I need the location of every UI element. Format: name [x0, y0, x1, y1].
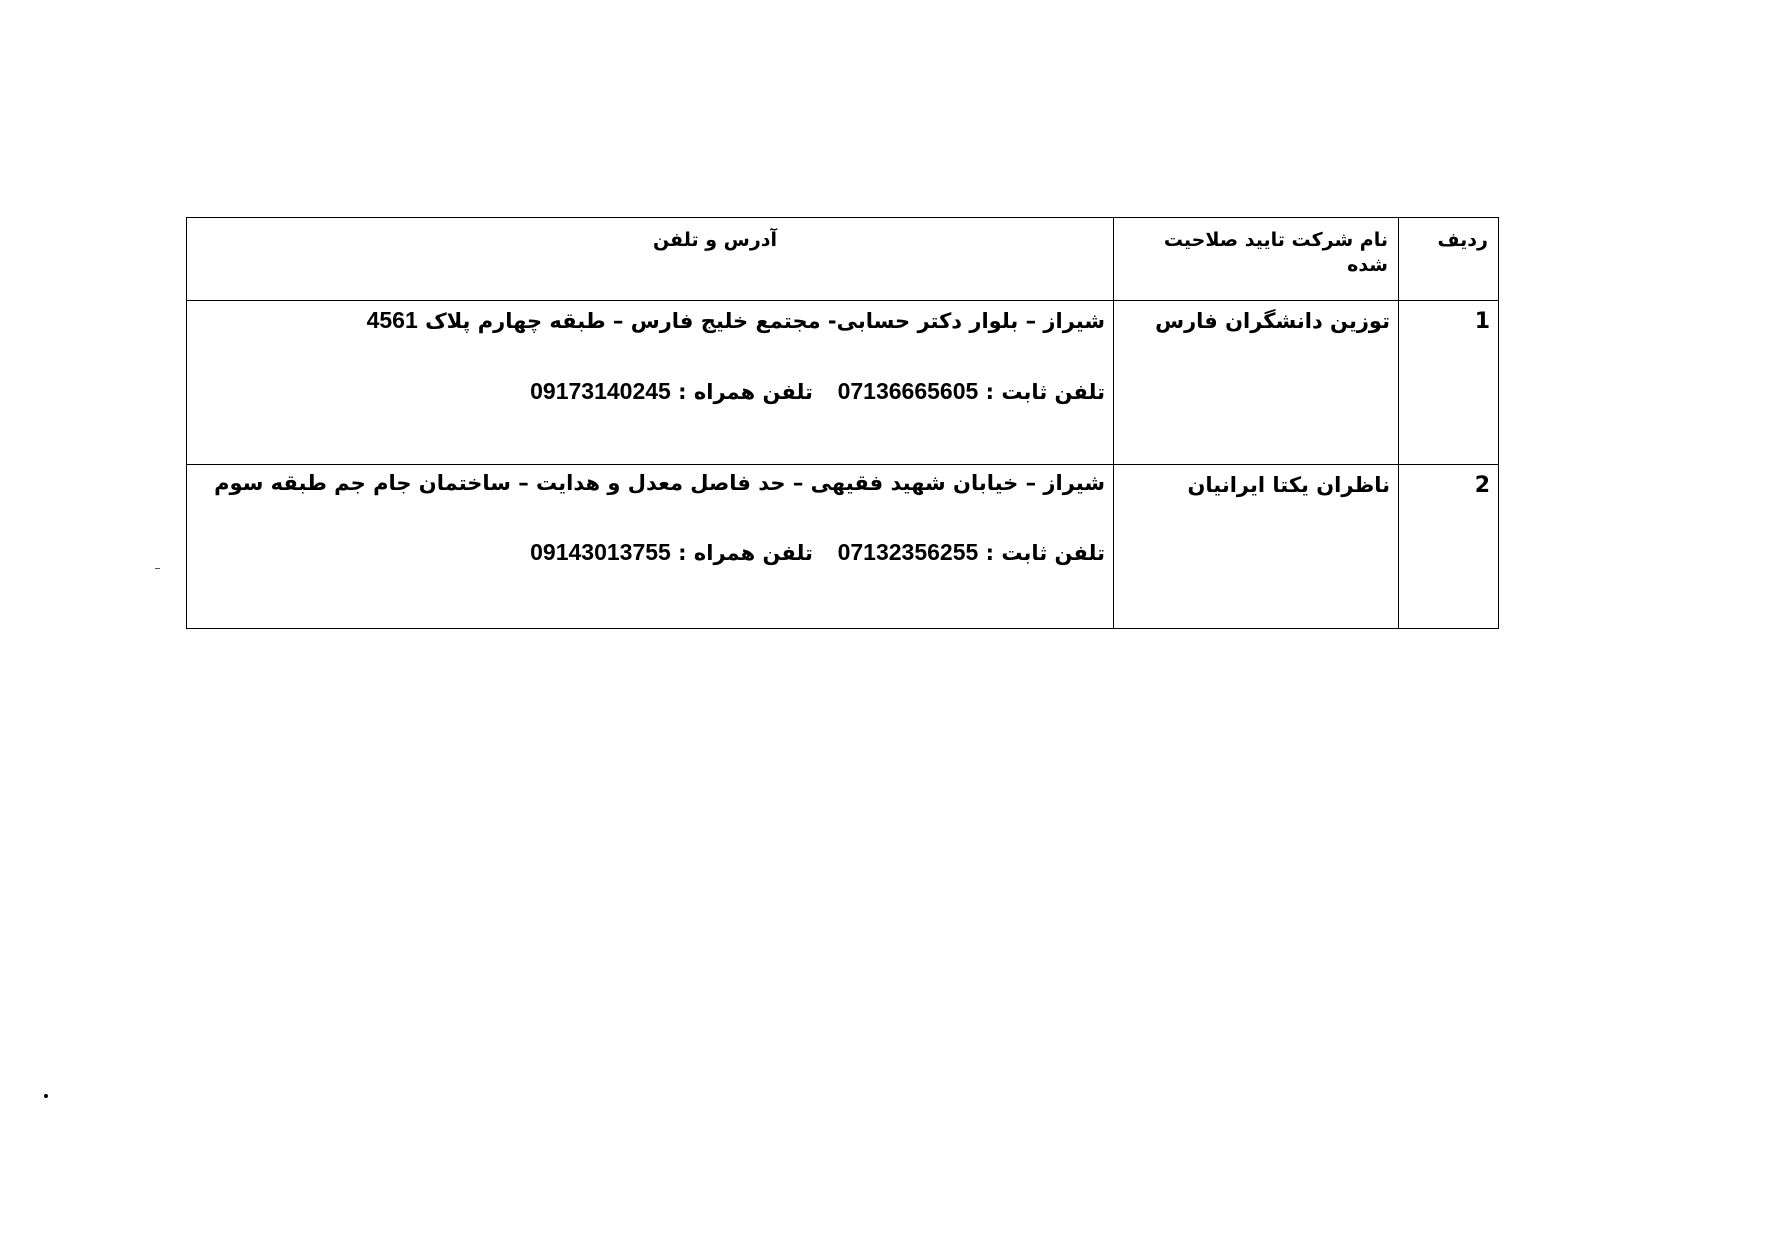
address-text: شیراز – بلوار دکتر حسابی- مجتمع خلیج فارس – طبقه چهارم پلاک — [425, 309, 1105, 333]
landline-number: 07132356255 — [837, 539, 979, 565]
address-cell — [187, 301, 1114, 465]
address-line — [187, 301, 1113, 334]
company-name: توزین دانشگران فارس — [1155, 309, 1390, 333]
landline-label: تلفن ثابت : — [985, 380, 1105, 404]
header-row-number-cell — [1399, 218, 1499, 301]
mobile-number: 09143013755 — [530, 539, 671, 565]
table-header-row — [187, 218, 1499, 301]
header-row-number: ردیف — [1437, 229, 1488, 251]
mobile-label: تلفن همراه : — [678, 380, 813, 404]
header-company-name: نام شرکت تایید صلاحیت شده — [1163, 229, 1388, 276]
address-text: شیراز – خیابان شهید فقیهی – حد فاصل معدل و هدایت – ساختمان جام جم طبقه سوم — [214, 471, 1105, 495]
mobile-label: تلفن همراه : — [678, 541, 813, 565]
company-name: ناظران یکتا ایرانیان — [1187, 473, 1390, 497]
scan-speck — [44, 1094, 48, 1098]
header-address-phone: آدرس و تلفن — [652, 229, 778, 251]
scan-speck — [155, 568, 160, 569]
row-number: 1 — [1474, 309, 1490, 334]
row-number-cell — [1399, 465, 1499, 629]
header-company-cell — [1114, 218, 1399, 301]
company-cell — [1114, 301, 1399, 465]
address-cell — [187, 465, 1114, 629]
mobile-number: 09173140245 — [530, 378, 671, 404]
phone-line — [187, 334, 1113, 405]
landline-number: 07136665605 — [837, 378, 979, 404]
companies-table — [186, 217, 1499, 629]
phone-line — [187, 495, 1113, 566]
address-line — [187, 465, 1113, 495]
landline-label: تلفن ثابت : — [985, 541, 1105, 565]
plate-number: 4561 — [366, 307, 418, 333]
table-row — [187, 301, 1499, 465]
row-number: 2 — [1474, 473, 1490, 498]
header-address-cell — [187, 218, 1114, 301]
table-row — [187, 465, 1499, 629]
company-cell — [1114, 465, 1399, 629]
row-number-cell — [1399, 301, 1499, 465]
